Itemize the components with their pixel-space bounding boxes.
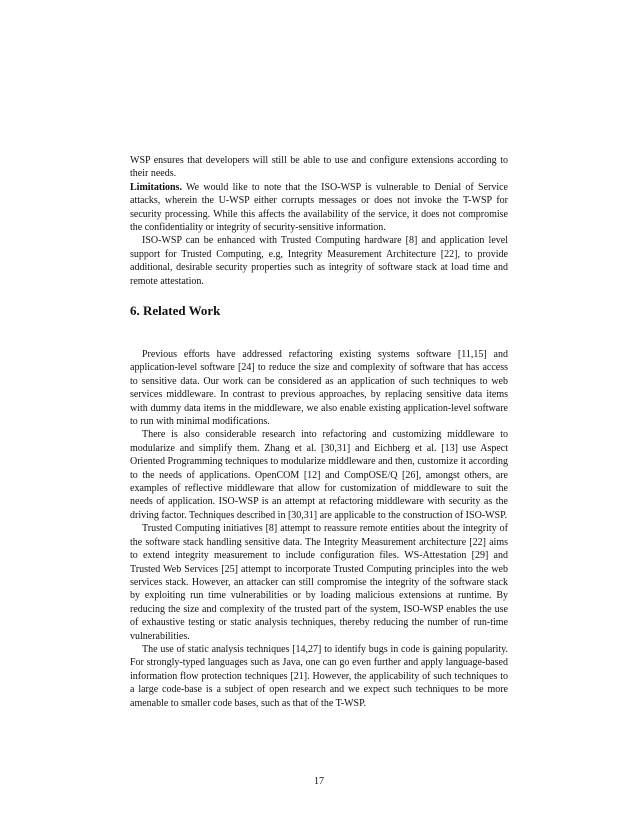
continuation-paragraph: WSP ensures that developers will still be able to use and configure extensions according to their needs. — [130, 155, 508, 180]
section-heading: 6. Related Work — [130, 303, 221, 318]
limitations-lead: Limitations. — [130, 181, 182, 193]
limitations-paragraph — [130, 181, 508, 235]
related-work-paragraph-2: There is also considerable research into refactoring and customizing middleware to modularize and simplify them. Zhang et al. [30,31] and Eichberg et al. [13] use Aspect Oriented Programming techniques to modularize middleware and then, customize it according to the needs of applications. OpenCOM [12] and CompOSE/Q [26], amongst others, are examples of reflective middleware that allow for customization of middleware to suit the needs of application. ISO-WSP is an attempt at refactoring middleware with security as the driving factor. Techniques described in [30,31] are applicable to the construction of ISO-WSP. — [130, 429, 508, 521]
related-work-paragraph-3: Trusted Computing initiatives [8] attempt to reassure remote entities about the integrity of the software stack handling sensitive data. The Integrity Measurement architecture [22] aims to extend integrity measurement to include configuration files. WS-Attestation [29] and Trusted Web Services [25] attempt to incorporate Trusted Computing principles into the web services stack. However, an attacker can still compromise the integrity of the software stack by exploiting run time vulnerabilities or by loading malicious extensions at runtime. By reducing the size and complexity of the trusted part of the system, ISO-WSP enables the use of exhaustive testing or static analysis techniques, thereby reducing the number of run-time vulnerabilities. — [130, 523, 508, 642]
page-number: 17 — [314, 776, 324, 787]
related-work-block — [130, 348, 508, 710]
enhancement-paragraph: ISO-WSP can be enhanced with Trusted Computing hardware [8] and application level support for Trusted Computing, e.g, Integrity Measurement Architecture [22], to provide additional, desirable security properties such as integrity of software stack at load time and remote attestation. — [130, 235, 508, 287]
related-work-paragraph-4: The use of static analysis techniques [14,27] to identify bugs in code is gaining popularity. For strongly-typed languages such as Java, one can go even further and apply language-based information flow protection techniques [21]. However, the applicability of such techniques to a large code-base is a subject of open research and we expect such techniques to be more amenable to smaller code bases, such as that of the T-WSP. — [130, 643, 508, 709]
related-work-paragraph-1: Previous efforts have addressed refactoring existing systems software [11,15] and application-level software [24] to reduce the size and complexity of software that has access to sensitive data. Our work can be considered as an application of such techniques to web services middleware. In contrast to previous approaches, by replacing sensitive data items with dummy data items in the middleware, we also enable existing application-level software to run with minimal modifications. — [130, 349, 508, 428]
top-text-block — [130, 154, 508, 288]
limitations-body: We would like to note that the ISO-WSP is vulnerable to Denial of Service attacks, wherein the U-WSP either corrupts messages or does not invoke the T-WSP for security processing. While this affects the availability of the service, it does not compromise the confidentiality or integrity of security-sensitive information. — [130, 181, 508, 234]
